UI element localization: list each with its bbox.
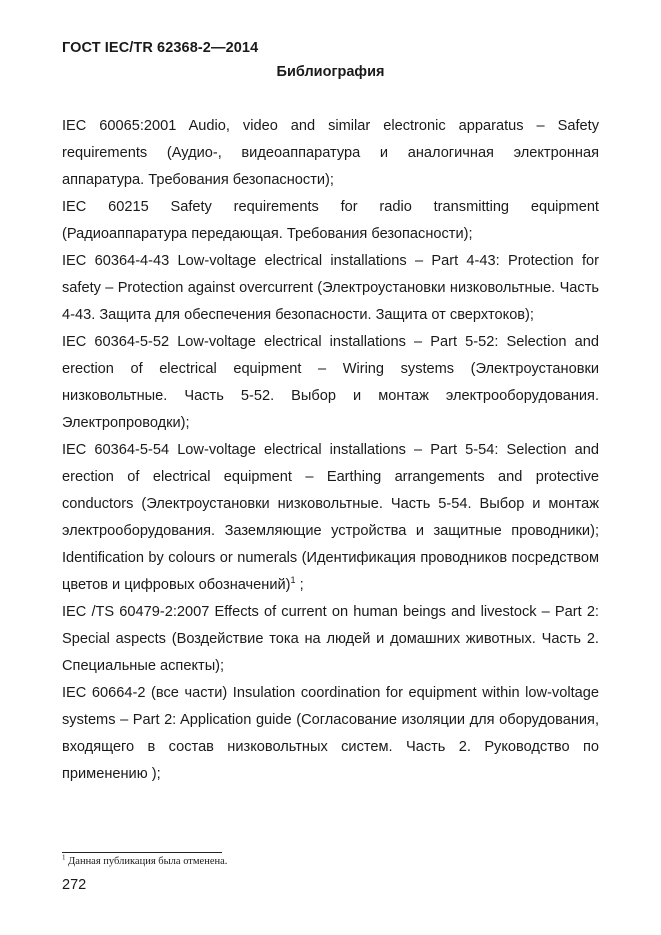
page-number: 272 — [62, 877, 87, 893]
footnote-separator — [62, 852, 222, 853]
document-code: ГОСТ IEC/TR 62368-2—2014 — [62, 40, 259, 56]
reference-item — [62, 437, 599, 599]
reference-item: IEC 60364-5-52 Low-voltage electrical installations – Part 5-52: Selection and erection of electrical equipment – Wiring systems (Электроустановки низковольтные. Часть 5-52. Выбор и монтаж электрооборудования. Электропроводки); — [62, 334, 599, 431]
footnote-marker[interactable]: 1 — [290, 575, 296, 586]
reference-item: IEC 60664-2 (все части) Insulation coordination for equipment within low-voltage systems – Part 2: Application guide (Согласование изоляции для оборудования, входящего в состав низковольтных систем. Часть 2. Руководство по применению ); — [62, 685, 599, 782]
reference-tail: ; — [295, 577, 304, 593]
reference-text: IEC 60364-5-54 Low-voltage electrical installations – Part 5-54: Selection and erection of electrical equipment – Earthing arrangements and protective conductors (Электроустановки низковольтные. Часть 5-54. Выбор и монтаж электрооборудования. Заземляющие устройства и защитные проводники); Identification by colours or numerals (Идентификация проводников посредством цветов и цифровых обозначений) — [62, 442, 599, 593]
reference-item: IEC 60215 Safety requirements for radio transmitting equipment (Радиоаппаратура передающая. Требования безопасности); — [62, 199, 599, 242]
section-title-text: Библиография — [276, 64, 385, 80]
footnote-mark: 1 — [62, 853, 66, 862]
reference-item: IEC 60364-4-43 Low-voltage electrical installations – Part 4-43: Protection for safety – Protection against overcurrent (Электроустановки низковольтные. Часть 4-43. Защита для обеспечения безопасности. Защита от сверхтоков); — [62, 253, 599, 323]
reference-item: IEC 60065:2001 Audio, video and similar electronic apparatus – Safety requirements (Аудио-, видеоаппаратура и аналогичная электронная аппаратура. Требования безопасности); — [62, 118, 599, 188]
bibliography-list — [62, 113, 599, 788]
footnote — [62, 853, 228, 867]
section-title — [0, 64, 661, 80]
footnote-text: Данная публикация была отменена. — [68, 856, 228, 867]
reference-item: IEC /TS 60479-2:2007 Effects of current on human beings and livestock – Part 2: Special aspects (Воздействие тока на людей и домашних животных. Часть 2. Специальные аспекты); — [62, 604, 599, 674]
